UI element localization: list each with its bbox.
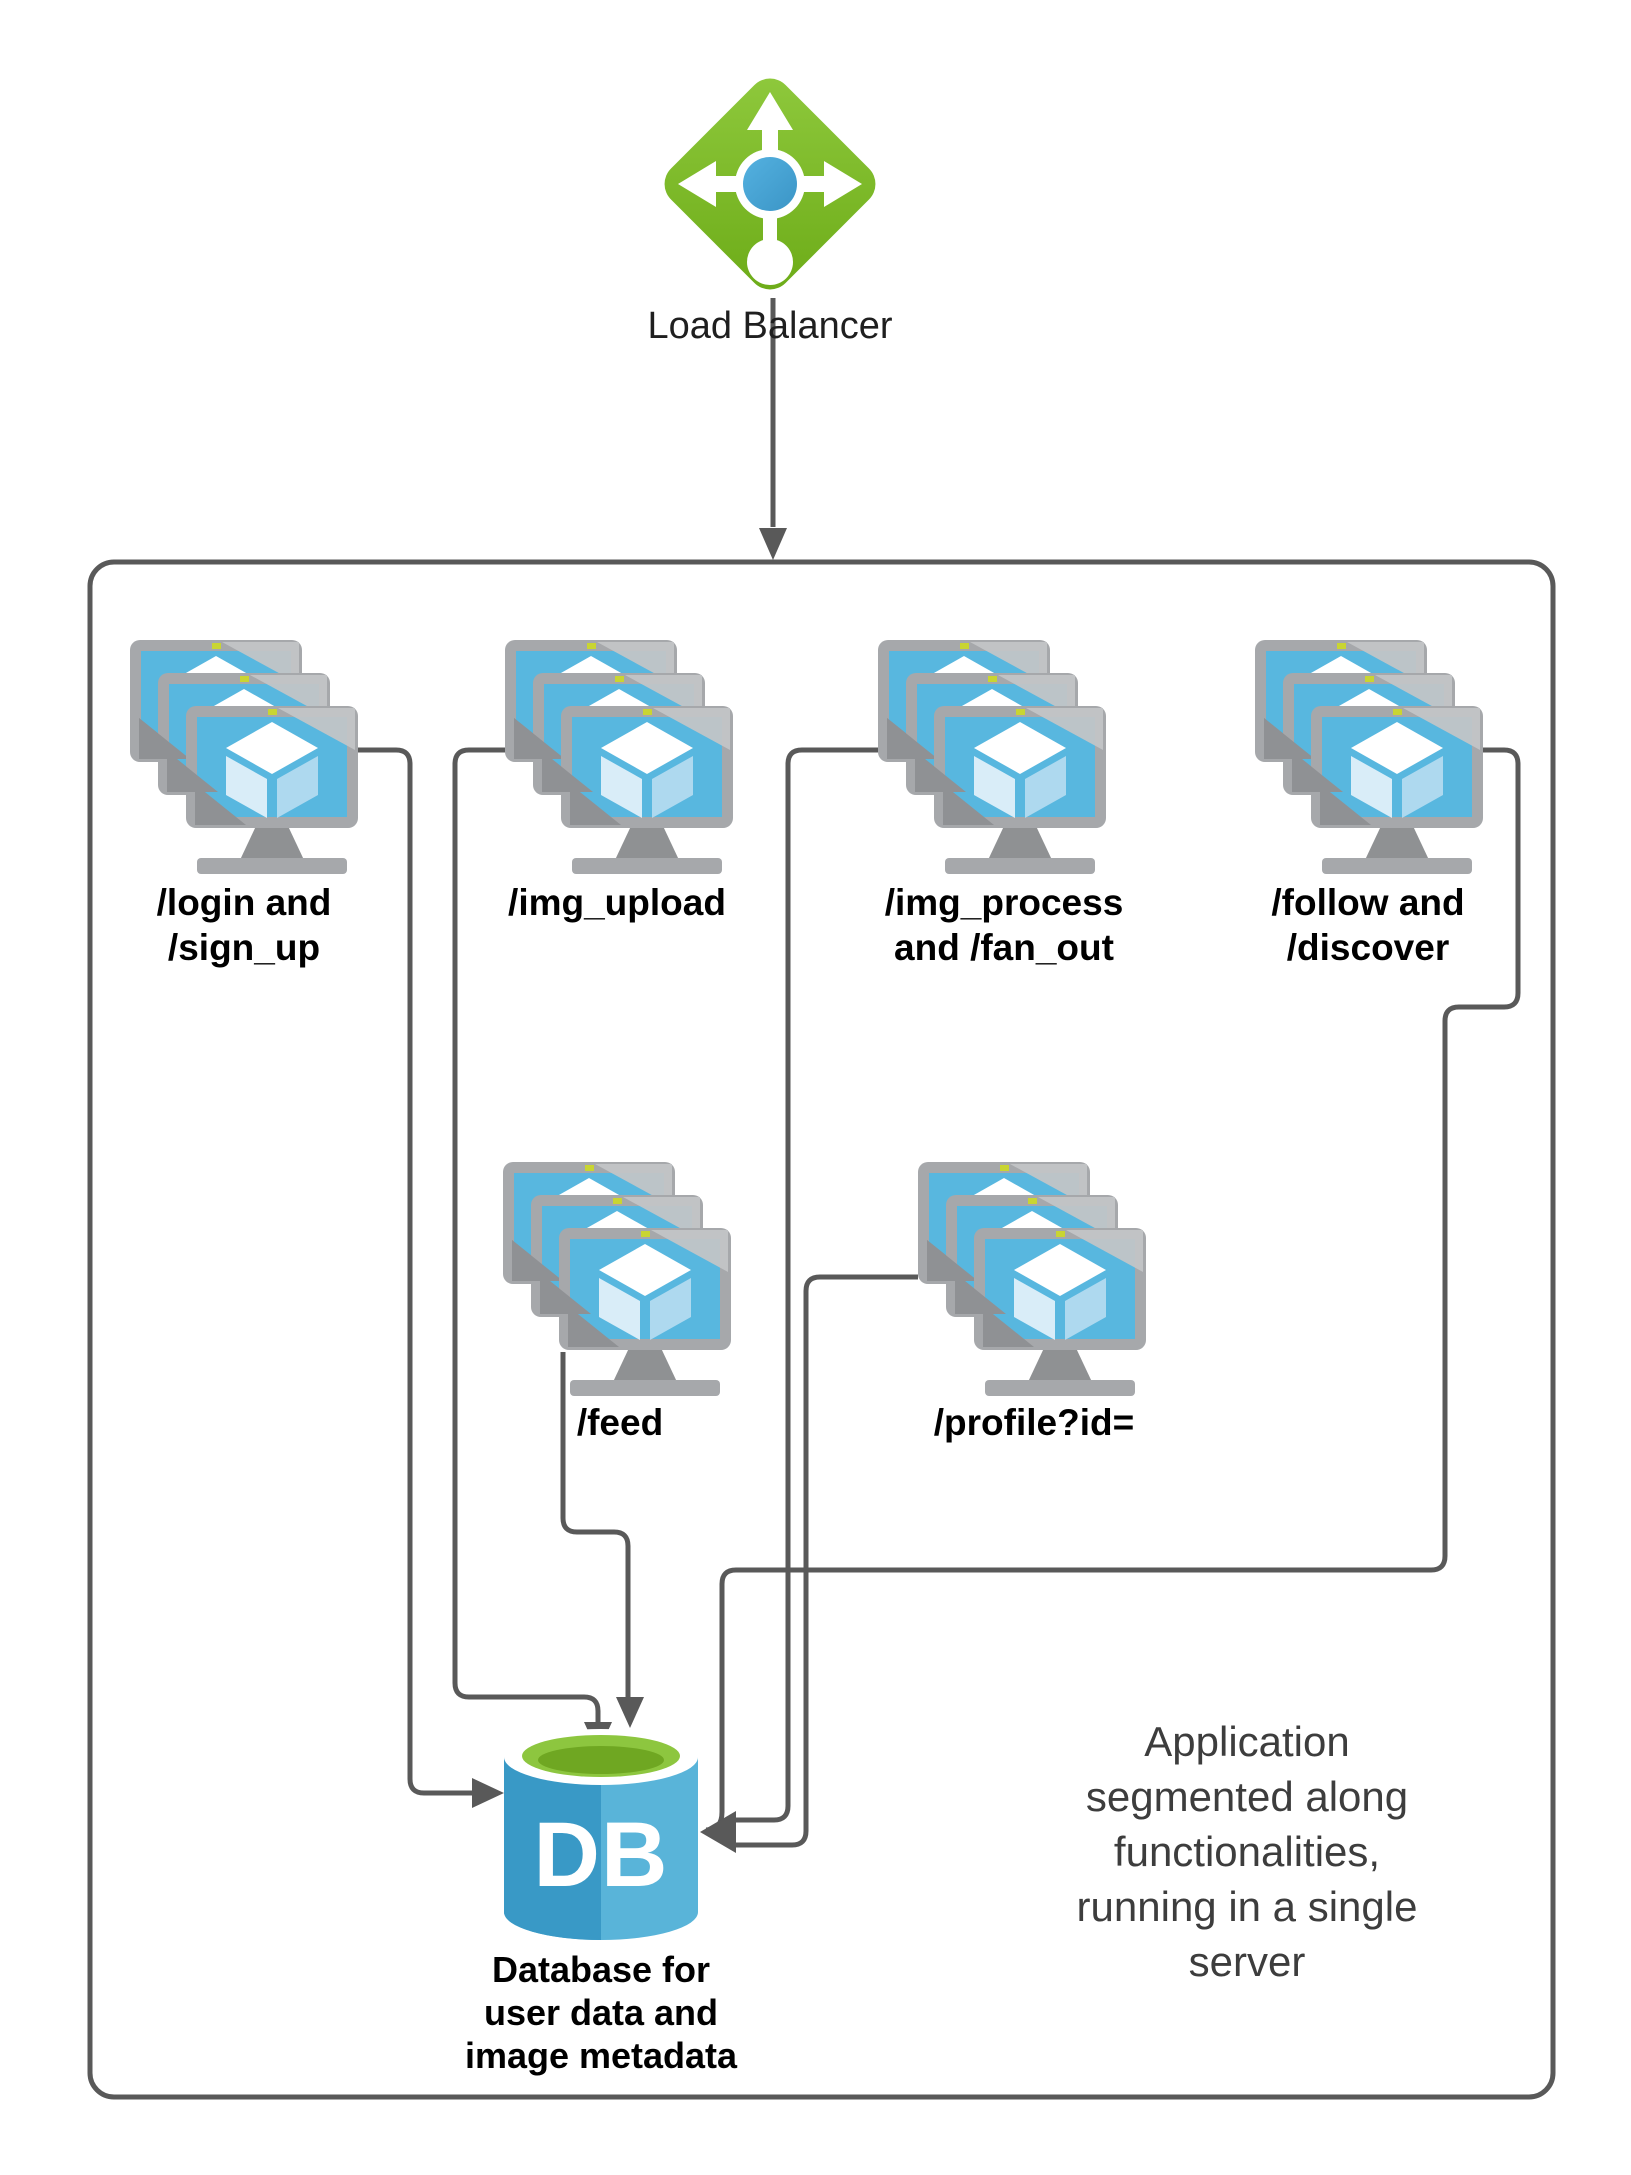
label-follow-discover: [1271, 880, 1464, 970]
note-line: Application: [1144, 1718, 1350, 1765]
vm-cluster-follow-icon: [1255, 640, 1483, 874]
load-balancer-icon: [655, 69, 884, 298]
note-line: running in a single: [1076, 1883, 1418, 1930]
connector-profile-to-db: [736, 1277, 918, 1845]
arrowhead-into-box: [759, 528, 787, 560]
label-line: /login and: [156, 882, 332, 923]
arrowhead-db-top-2: [616, 1697, 644, 1728]
database-icon: [504, 1729, 698, 1940]
label-line: /discover: [1286, 927, 1450, 968]
note-line: segmented along: [1085, 1773, 1409, 1820]
label-line: /profile?id=: [933, 1402, 1135, 1443]
label-profile: [934, 1400, 1134, 1445]
label-line: user data and: [483, 1992, 719, 2033]
database-label: [465, 1948, 737, 2077]
architecture-note: [1077, 1714, 1418, 1989]
vm-cluster-imgupload-icon: [505, 640, 733, 874]
label-line: /img_process: [884, 882, 1124, 923]
label-line: /img_upload: [508, 882, 726, 923]
label-line: Database for: [491, 1949, 711, 1990]
label-login-signup: [157, 880, 332, 970]
label-line: /follow and: [1271, 882, 1465, 923]
label-line: /sign_up: [167, 927, 321, 968]
note-line: server: [1188, 1938, 1306, 1985]
vm-cluster-feed-icon: [503, 1162, 731, 1396]
db-letters: DB: [533, 1804, 669, 1906]
load-balancer-label: Load Balancer: [647, 305, 893, 347]
label-feed: [577, 1400, 663, 1445]
vm-cluster-imgprocess-icon: [878, 640, 1106, 874]
note-line: functionalities,: [1113, 1828, 1381, 1875]
label-line: /feed: [576, 1402, 664, 1443]
label-line: image metadata: [464, 2035, 738, 2076]
arrowhead-db-right: [700, 1811, 736, 1853]
vm-cluster-profile-icon: [918, 1162, 1146, 1396]
label-line: and /fan_out: [894, 927, 1114, 968]
label-img-process: [885, 880, 1124, 970]
arrowhead-db-left: [472, 1778, 504, 1808]
vm-cluster-login-icon: [130, 640, 358, 874]
connector-lines: [358, 298, 1518, 1845]
label-img-upload: [508, 880, 726, 925]
